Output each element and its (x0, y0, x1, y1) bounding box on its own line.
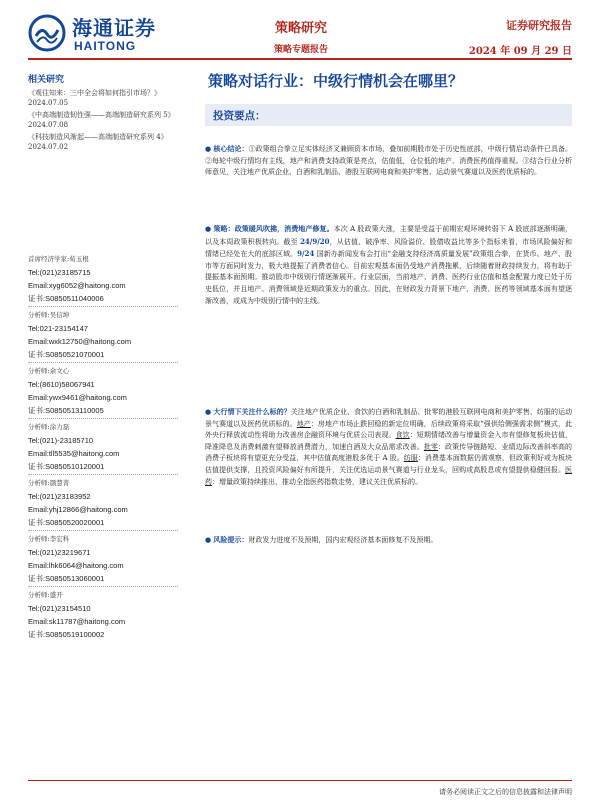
bullet-icon: ● (205, 535, 212, 544)
analyst-role: 分析师:李宏科 (28, 535, 70, 543)
paragraph-lead: 策略：政策暖风吹拂，消费地产修复。 (213, 224, 334, 233)
analyst-email[interactable]: Email:xyg6052@haitong.com (28, 281, 126, 290)
report-subcategory: 策略专题报告 (273, 45, 328, 55)
sector-label-food-beverage: 食饮 (395, 431, 410, 440)
analyst-email[interactable]: Email:lhk6064@haitong.com (28, 561, 124, 570)
analyst-divider (28, 586, 178, 587)
analyst-role: 分析师:颜慧菁 (28, 479, 70, 487)
related-item-date: 2024.07.08 (28, 121, 69, 129)
paragraph-lead: 风险提示： (213, 535, 249, 544)
bullet-icon: ● (205, 224, 212, 233)
analyst-role: 首席经济学家:荀玉根 (28, 255, 89, 263)
paragraph-lead: 大行情下关注什么标的？ (213, 407, 291, 416)
paragraph-text: 本次 A 股政策大涨，主要是受益于前期宏观环境转弱下 A 股底部逐渐明确，以及本周政策积极转向。截至 (205, 225, 573, 246)
related-item-date: 2024.07.05 (28, 99, 69, 107)
report-category: 策略研究 (274, 21, 327, 36)
related-research-heading: 相关研究 (28, 74, 65, 84)
analyst-email[interactable]: Email:sk11787@haitong.com (28, 617, 126, 626)
paragraph-text: 财政发力进度不及预期，国内宏观经济基本面修复不及预期。 (248, 536, 438, 544)
risk-warning-paragraph (205, 534, 572, 547)
paragraph-text: ：增量政策持续推出，推动全指医药指数走势，建议关注优质标的。 (212, 477, 422, 486)
logo-english-name: HAITONG (74, 39, 137, 53)
targets-paragraph (205, 406, 572, 488)
analyst-tel: Tel:021-23154147 (28, 324, 89, 333)
analyst-cert: 证书:S0850520020001 (28, 518, 105, 527)
related-item-title: 《观往知来：三中全会将如何指引市场？》 (28, 89, 161, 97)
analyst-divider (28, 362, 178, 363)
bullet-icon: ● (205, 407, 212, 416)
analyst-cert: 证书:S0850510120001 (28, 462, 105, 471)
analyst-cert: 证书:S0850513110005 (28, 406, 104, 415)
related-item-title: 《科技制造风渐起——高端制造研究系列 4》 (28, 133, 168, 141)
footer-divider (28, 780, 572, 781)
logo-chinese-name: 海通证券 (72, 16, 156, 40)
paragraph-text: ①政策组合拳立足实体经济叉兼顾资本市场，叠加前期股市处于历史性底部，中级行情启动条件已具备。②每轮中级行情均有主线，地产和消费支持政策是亮点，估值低，仓位低的地产、消费医药值得重视。③结合行业分析师意见，关注地产优质企业、白酒和乳制品、港股互联网电商和美护零售、运动景气赛道以及医药优质标的。 (205, 145, 573, 177)
analyst-email[interactable]: Email:ywx9461@haitong.com (28, 393, 127, 402)
paragraph-text: 关注地产优质企业、食饮的白酒和乳制品、批零的港股互联网电商和美护零售、纺服的运动景气赛道以及医药优质标的。 (205, 408, 573, 428)
sector-label-pharma: 医药 (205, 465, 572, 486)
analyst-role: 分析师:吴信坤 (28, 311, 70, 319)
analyst-email[interactable]: Email:yhj12866@haitong.com (28, 505, 128, 514)
report-title: 策略对话行业：中级行情机会在哪里？ (208, 72, 464, 90)
paragraph-text: 国新办新闻发布会打出“金融支持经济高质量发展”政策组合拳，在货币、地产、股市等方面同时发力，极大地提振了消费者信心。目前宏观基本面仍受地产消费拖累，后续随着财政持续发力，将有助于提振基本面预期。推动股市中级别行情逐渐展开。行业层面，当前地产、消费、医药行业估值和基金配置力度已处于历史低位，并且地产、消费领域是近期政策发力的重点。因此，在财政发力背景下地产、消费、医药等领域基本面有望逐渐改善，或成为中级别行情中的主线。 (205, 250, 572, 305)
analyst-divider (28, 418, 178, 419)
analyst-cert: 证书:S0850511040006 (28, 294, 104, 303)
paragraph-text: ：政策传导链路短、业绩边际改善斜率高的消费子板块将有望更充分受益，其中估值高度港股多优于 A 股。 (205, 442, 573, 463)
report-type: 证券研究报告 (506, 19, 572, 32)
analyst-tel: Tel:(021)23183952 (28, 492, 91, 501)
section-title: 投资要点： (213, 110, 266, 122)
analyst-role: 分析师:涂力磊 (28, 423, 70, 431)
analyst-tel: Tel:(021)-23185710 (28, 436, 94, 445)
analyst-role: 分析师:余文心 (28, 367, 70, 375)
paragraph-text: ，从估值、破净率、风险溢价、股债收益比等多个指标来看，市场风险偏好和情绪已经处在大的底部区域。 (205, 237, 572, 259)
bullet-icon: ● (205, 144, 212, 153)
analyst-cert: 证书:S0850519100002 (28, 630, 105, 639)
analyst-role: 分析师:盛开 (28, 591, 63, 599)
sector-label-property: 地产 (296, 419, 311, 428)
analyst-email[interactable]: Email:tll5535@haitong.com (28, 449, 120, 458)
related-item[interactable] (28, 110, 176, 130)
company-logo (28, 12, 178, 56)
sector-label-apparel: 纺服 (403, 454, 418, 463)
analyst-divider (28, 530, 178, 531)
analyst-list (28, 253, 178, 641)
paragraph-text: ：短期情绪改善与增量资金入市有望修复板块估值，降准降息及消费刺激有望释放消费潜力，加速白酒及大众品需求改善。 (205, 431, 573, 451)
related-item[interactable] (28, 88, 176, 108)
analyst-divider (28, 306, 178, 307)
footer-disclaimer: 请务必阅读正文之后的信息披露和法律声明 (439, 788, 572, 796)
header-divider (28, 58, 572, 60)
haitong-logo-icon (28, 14, 66, 52)
related-item-date: 2024.07.02 (28, 143, 69, 151)
strategy-paragraph (205, 223, 572, 307)
section-header (205, 104, 572, 126)
emphasis-date: 24/9/20 (300, 236, 330, 246)
key-conclusion-paragraph (205, 143, 572, 179)
sector-label-retail: 批零 (423, 442, 438, 451)
analyst-cert: 证书:S0850521070001 (28, 350, 105, 359)
analyst-tel: Tel:(8610)58067941 (28, 380, 95, 389)
report-header (0, 0, 600, 62)
analyst-tel: Tel:(021)23219671 (28, 548, 91, 557)
report-date: 2024 年 09 月 29 日 (468, 46, 572, 57)
emphasis-date: 9/24 (297, 249, 315, 259)
analyst-divider (28, 474, 178, 475)
related-research (28, 72, 176, 152)
related-item[interactable] (28, 132, 176, 152)
paragraph-text: ：消费基本面数据仍需观察，但政策利好或为板块估值提供支撑，且投资风险偏好有所提升，关注优选运动景气赛道与行业龙头，回购或高股息或有望提供稳健回报。 (205, 454, 573, 474)
analyst-tel: Tel:(021)23185715 (28, 268, 91, 277)
analyst-cert: 证书:S0850513060001 (28, 574, 105, 583)
paragraph-text: ：房地产市场止跌回稳的新定位明确，后续政策将采取“强供给侧强需求侧”模式，此外央行释放流动性将助力改善房企融资环境与优质公司表现。 (205, 419, 573, 440)
related-item-title: 《中高端制造韧性强——高端制造研究系列 5》 (28, 111, 175, 119)
analyst-email[interactable]: Email:wxk12750@haitong.com (28, 337, 132, 346)
paragraph-lead: 核心结论： (213, 144, 249, 153)
analyst-tel: Tel:(021)23154510 (28, 604, 91, 613)
